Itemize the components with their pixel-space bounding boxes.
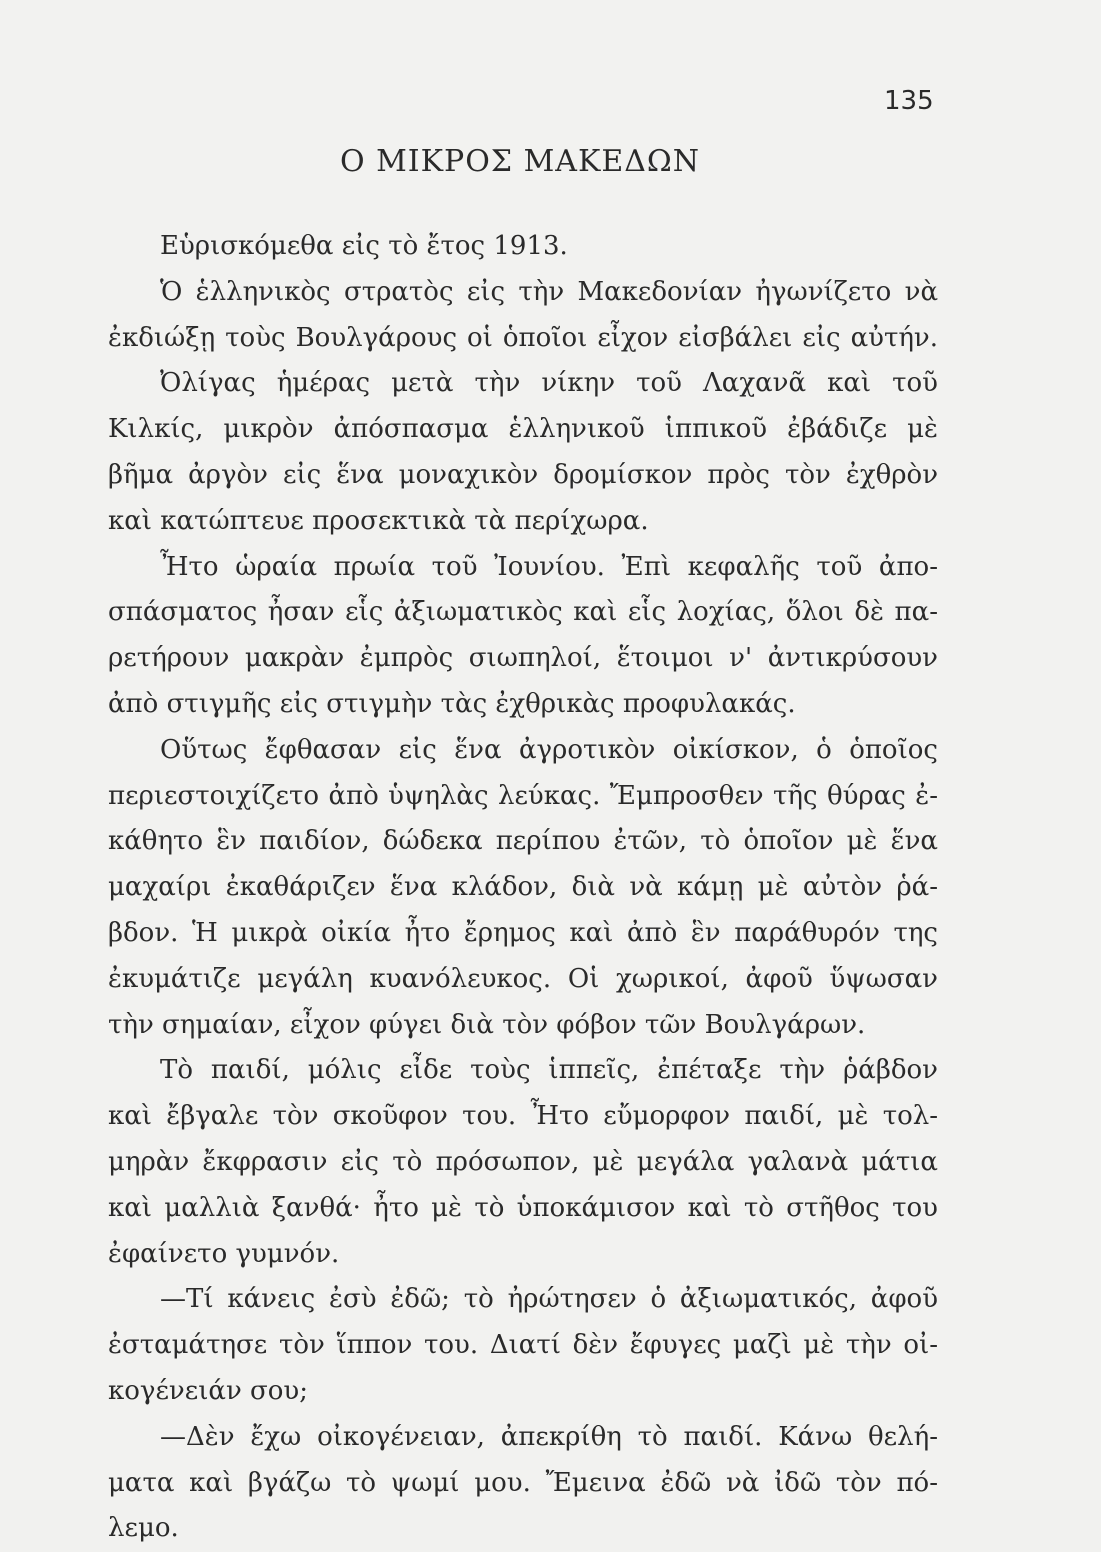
text-line: σπάσματος ἦσαν εἷς ἀξιωματικὸς καὶ εἷς λοχίας, ὅλοι δὲ πα-: [108, 597, 938, 628]
text-line: Κιλκίς, μικρὸν ἀπόσπασμα ἑλληνικοῦ ἱππικοῦ ἐβάδιζε μὲ: [108, 414, 938, 445]
text-line: ματα καὶ βγάζω τὸ ψωμί μου. Ἔμεινα ἐδῶ νὰ ἰδῶ τὸν πό-: [108, 1467, 938, 1498]
text-line: περιεστοιχίζετο ἀπὸ ὑψηλὰς λεύκας. Ἔμπροσθεν τῆς θύρας ἐ-: [108, 780, 938, 811]
page-number: 135: [884, 86, 934, 116]
text-line: μαχαίρι ἐκαθάριζεν ἕνα κλάδον, διὰ νὰ κάμῃ μὲ αὐτὸν ῥά-: [108, 872, 938, 903]
text-line: ἐφαίνετο γυμνόν.: [108, 1238, 340, 1269]
text-line: ἀπὸ στιγμῆς εἰς στιγμὴν τὰς ἐχθρικὰς προφυλακάς.: [108, 688, 796, 719]
text-line: Ὁ ἑλληνικὸς στρατὸς εἰς τὴν Μακεδονίαν ἠγωνίζετο νὰ: [160, 276, 938, 307]
text-line: Ὀλίγας ἡμέρας μετὰ τὴν νίκην τοῦ Λαχανᾶ καὶ τοῦ: [160, 368, 938, 399]
chapter-title: Ο ΜΙΚΡΟΣ ΜΑΚΕΔΩΝ: [339, 144, 701, 179]
text-line: καὶ κατώπτευε προσεκτικὰ τὰ περίχωρα.: [108, 505, 649, 536]
text-line: ἐκδιώξῃ τοὺς Βουλγάρους οἱ ὁποῖοι εἶχον εἰσβάλει εἰς αὐτήν.: [108, 322, 938, 353]
text-line: κάθητο ἓν παιδίον, δώδεκα περίπου ἐτῶν, τὸ ὁποῖον μὲ ἕνα: [108, 826, 938, 857]
text-line: βῆμα ἀργὸν εἰς ἕνα μοναχικὸν δρομίσκον πρὸς τὸν ἐχθρὸν: [108, 459, 938, 490]
text-line: Τὸ παιδί, μόλις εἶδε τοὺς ἱππεῖς, ἐπέταξε τὴν ῥάβδον: [160, 1055, 938, 1086]
text-line: τὴν σημαίαν, εἶχον φύγει διὰ τὸν φόβον τῶν Βουλγάρων.: [108, 1009, 866, 1040]
text-line: βδον. Ἡ μικρὰ οἰκία ἦτο ἔρημος καὶ ἀπὸ ἓν παράθυρόν της: [108, 917, 938, 948]
text-line: —Τί κάνεις ἐσὺ ἐδῶ; τὸ ἠρώτησεν ὁ ἀξιωματικός, ἀφοῦ: [160, 1284, 938, 1315]
text-line: ρετήρουν μακρὰν ἐμπρὸς σιωπηλοί, ἕτοιμοι ν' ἀντικρύσουν: [108, 643, 938, 674]
body-text: [108, 224, 938, 1552]
text-line: καὶ μαλλιὰ ξανθά· ἦτο μὲ τὸ ὑποκάμισον καὶ τὸ στῆθος του: [108, 1192, 938, 1223]
text-line: Ἦτο ὡραία πρωία τοῦ Ἰουνίου. Ἐπὶ κεφαλῆς τοῦ ἀπο-: [160, 551, 938, 582]
text-line: λεμο.: [108, 1513, 179, 1544]
text-line: κογένειάν σου;: [108, 1375, 308, 1406]
text-line: Εὑρισκόμεθα εἰς τὸ ἔτος 1913.: [160, 231, 568, 261]
text-line: ἐκυμάτιζε μεγάλη κυανόλευκος. Οἱ χωρικοί, ἀφοῦ ὕψωσαν: [108, 963, 938, 994]
text-line: μηρὰν ἔκφρασιν εἰς τὸ πρόσωπον, μὲ μεγάλα γαλανὰ μάτια: [108, 1146, 938, 1177]
text-line: —Δὲν ἔχω οἰκογένειαν, ἀπεκρίθη τὸ παιδί. Κάνω θελή-: [160, 1421, 938, 1452]
text-line: ἐσταμάτησε τὸν ἵππον του. Διατί δὲν ἔφυγες μαζὶ μὲ τὴν οἰ-: [108, 1330, 938, 1361]
text-line: καὶ ἔβγαλε τὸν σκοῦφον του. Ἦτο εὔμορφον παιδί, μὲ τολ-: [108, 1101, 938, 1132]
text-line: Οὕτως ἔφθασαν εἰς ἕνα ἀγροτικὸν οἰκίσκον, ὁ ὁποῖος: [160, 734, 938, 765]
